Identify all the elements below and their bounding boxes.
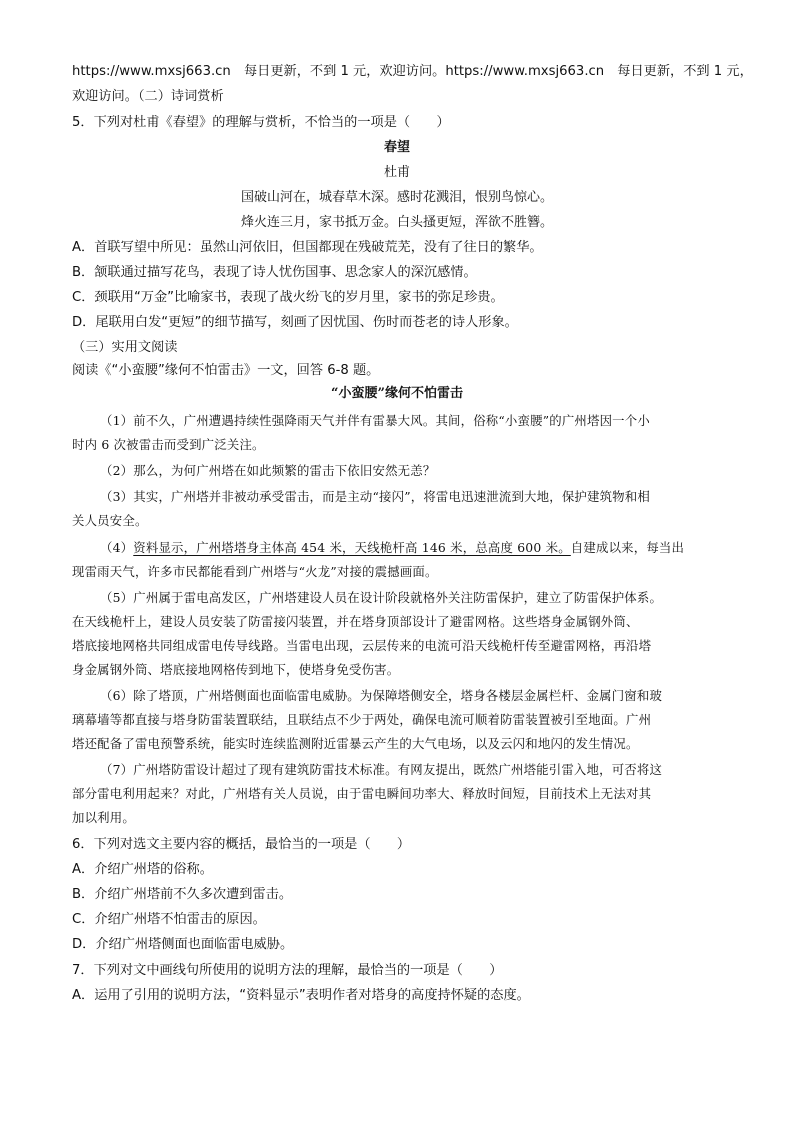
q7-option-a: A．运用了引用的说明方法，“资料显示”表明作者对塔身的高度持怀疑的态度。	[72, 988, 530, 1003]
q6-option-c: C．介绍广州塔不怕雷击的原因。	[72, 912, 266, 927]
article-p5-line-3: 塔底接地网格共同组成雷电传导线路。当雷电出现，云层传来的电流可沿天线桅杆传至避雷网格，再沿塔	[72, 638, 652, 653]
poem-line-2: 烽火连三月，家书抵万金。白头搔更短，浑欲不胜簪。	[240, 215, 553, 230]
question-5-stem: 5．下列对杜甫《春望》的理解与赏析，不恰当的一项是（ ）	[72, 115, 450, 130]
article-p7-line-1: （7）广州塔防雷设计超过了现有建筑防雷技术标准。有网友提出，既然广州塔能引雷入地，可否将这	[100, 762, 663, 777]
article-p5-line-1: （5）广州属于雷电高发区，广州塔建设人员在设计阶段就格外关注防雷保护，建立了防雷保护体系。	[100, 590, 663, 605]
article-p6-line-3: 塔还配备了雷电预警系统，能实时连续监测附近雷暴云产生的大气电场，以及云闪和地闪的发生情况。	[72, 736, 639, 751]
question-7-stem: 7．下列对文中画线句所使用的说明方法的理解，最恰当的一项是（ ）	[72, 963, 503, 978]
article-p3-line-2: 关人员安全。	[72, 513, 148, 528]
article-p1-line-1: （1）前不久，广州遭遇持续性强降雨天气并伴有雷暴大风。其间，俗称“小蛮腰”的广州塔因一个小	[100, 413, 650, 428]
question-6-stem: 6．下列对选文主要内容的概括，最恰当的一项是（ ）	[72, 837, 411, 852]
article-p1-line-2: 时内 6 次被雷击而受到广泛关注。	[72, 437, 265, 452]
article-p7-line-2: 部分雷电利用起来？对此，广州塔有关人员说，由于雷电瞬间功率大、释放时间短，目前技术上无法对其	[72, 786, 652, 801]
article-p2-line-1: （2）那么，为何广州塔在如此频繁的雷击下依旧安然无恙？	[100, 463, 436, 478]
section-intro: 阅读《“小蛮腰”缘何不怕雷击》一文，回答 6-8 题。	[72, 363, 380, 378]
poem-title: 春望	[383, 140, 410, 155]
section-heading: （三）实用文阅读	[72, 340, 178, 355]
header-line-1: https://www.mxsj663.cn 每日更新，不到 1 元，欢迎访问。https://www.mxsj663.cn 每日更新，不到 1 元，	[72, 64, 753, 79]
q6-option-b: B．介绍广州塔前不久多次遭到雷击。	[72, 887, 293, 902]
poem-author: 杜甫	[383, 165, 410, 180]
article-p5-line-2: 在天线桅杆上，建设人员安装了防雷接闪装置，并在塔身顶部设计了避雷网格。这些塔身金属钢外筒、	[72, 614, 639, 629]
article-p3-line-1: （3）其实，广州塔并非被动承受雷击，而是主动“接闪”，将雷电迅速泄流到大地，保护建筑物和相	[100, 489, 650, 504]
article-p6-line-1: （6）除了塔顶，广州塔侧面也面临雷电威胁。为保障塔侧安全，塔身各楼层金属栏杆、金属门窗和玻	[100, 688, 663, 703]
q5-option-d: D．尾联用白发“更短”的细节描写，刻画了因忧国、伤时而苍老的诗人形象。	[72, 315, 518, 330]
q5-option-c: C．颈联用“万金”比喻家书，表现了战火纷飞的岁月里，家书的弥足珍贵。	[72, 290, 504, 305]
article-p5-line-4: 身金属钢外筒、塔底接地网格传到地下，使塔身免受伤害。	[72, 662, 400, 677]
article-p4-line-1	[100, 537, 684, 559]
q5-option-b: B．颔联通过描写花鸟，表现了诗人忧伤国事、思念家人的深沉感情。	[72, 265, 477, 280]
article-p4-line-2: 现雷雨天气，许多市民都能看到广州塔与“火龙”对接的震撼画面。	[72, 564, 438, 579]
p4-number: （4）	[100, 540, 134, 555]
article-title: “小蛮腰”缘何不怕雷击	[331, 386, 463, 401]
poem-line-1: 国破山河在，城春草木深。感时花溅泪，恨别鸟惊心。	[240, 190, 553, 205]
q6-option-a: A．介绍广州塔的俗称。	[72, 862, 213, 877]
article-p7-line-3: 加以利用。	[72, 810, 135, 825]
q6-option-d: D．介绍广州塔侧面也面临雷电威胁。	[72, 937, 294, 952]
article-p6-line-2: 璃幕墙等都直接与塔身防雷装置联结，且联结点不少于两处，确保电流可顺着防雷装置被引至地面。广州	[72, 712, 652, 727]
underlined-sentence: 资料显示，广州塔塔身主体高 454 米，天线桅杆高 146 米，总高度 600 米。	[133, 540, 571, 555]
q5-option-a: A．首联写望中所见：虽然山河依旧，但国都现在残破荒芜，没有了往日的繁华。	[72, 240, 543, 255]
p4-rest: 自建成以来，每当出	[570, 540, 685, 555]
header-line-2: 欢迎访问。（二）诗词赏析	[72, 89, 224, 104]
